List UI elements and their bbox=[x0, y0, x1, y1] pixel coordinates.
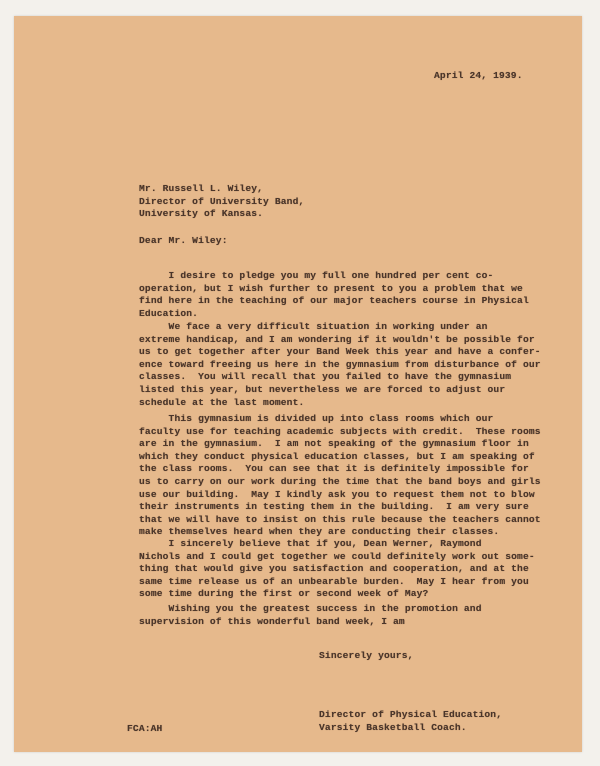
text-line: I desire to pledge you my full one hundred per cent co- bbox=[139, 270, 494, 281]
reference-initials: FCA:AH bbox=[127, 723, 163, 734]
text-line: I sincerely believe that if you, Dean Werner, Raymond bbox=[139, 538, 482, 549]
text-line: We face a very difficult situation in working under an bbox=[139, 321, 488, 332]
paragraph-4 bbox=[139, 538, 535, 601]
text-line: the class rooms. You can see that it is definitely impossible for bbox=[139, 463, 529, 475]
recipient-address bbox=[139, 183, 304, 221]
text-line: are in the gymnasium. I am not speaking of the gymnasium floor in bbox=[139, 438, 529, 450]
text-line: some time during the first or second week of May? bbox=[139, 588, 429, 600]
text-line: listed this year, but nevertheless we are forced to adjust our bbox=[139, 383, 506, 395]
text-line: schedule at the last moment. bbox=[139, 396, 305, 408]
text-line: use our building. May I kindly ask you to request them not to blow bbox=[139, 488, 535, 500]
text-line: operation, but I wish further to present to you a problem that we bbox=[139, 282, 523, 294]
text-line: make themselves heard when they are conducting their classes. bbox=[139, 526, 500, 538]
paragraph-2 bbox=[139, 321, 541, 409]
text-line: Education. bbox=[139, 307, 199, 319]
text-line: that we will have to insist on this rule because the teachers cannot bbox=[139, 513, 541, 525]
letter-date: April 24, 1939. bbox=[434, 70, 523, 81]
signature-title: Director of Physical Education, bbox=[319, 709, 503, 720]
text-line: same time release us of an unbearable burden. May I hear from you bbox=[139, 575, 529, 587]
recipient-line: University of Kansas. bbox=[139, 208, 264, 220]
text-line: faculty use for teaching academic subjects with credit. These rooms bbox=[139, 425, 541, 437]
signature-title: Varsity Basketball Coach. bbox=[319, 721, 467, 733]
signature-block bbox=[319, 709, 502, 734]
paragraph-1 bbox=[139, 270, 529, 320]
text-line: supervision of this wonderful band week, I am bbox=[139, 615, 405, 627]
salutation: Dear Mr. Wiley: bbox=[139, 235, 228, 246]
text-line: which they conduct physical education classes, but I am speaking of bbox=[139, 450, 535, 462]
text-line: us to carry on our work during the time that the band boys and girls bbox=[139, 475, 541, 487]
text-line: find here in the teaching of our major teachers course in Physical bbox=[139, 295, 529, 307]
text-line: This gymnasium is divided up into class rooms which our bbox=[139, 413, 494, 424]
text-line: classes. You will recall that you failed to have the gymnasium bbox=[139, 371, 512, 383]
text-line: their instruments in testing them in the building. I am very sure bbox=[139, 501, 529, 513]
recipient-line: Director of University Band, bbox=[139, 195, 305, 207]
paragraph-5 bbox=[139, 603, 482, 628]
text-line: extreme handicap, and I am wondering if it wouldn't be possible for bbox=[139, 333, 535, 345]
text-line: Wishing you the greatest success in the promotion and bbox=[139, 603, 482, 614]
text-line: ence toward freeing us here in the gymnasium from disturbance of our bbox=[139, 358, 541, 370]
recipient-line: Mr. Russell L. Wiley, bbox=[139, 183, 264, 194]
text-line: Nichols and I could get together we could definitely work out some- bbox=[139, 550, 535, 562]
letter-page bbox=[14, 16, 582, 752]
text-line: us to get together after your Band Week this year and have a confer- bbox=[139, 346, 541, 358]
paragraph-3 bbox=[139, 413, 541, 539]
text-line: thing that would give you satisfaction and cooperation, and at the bbox=[139, 563, 529, 575]
complimentary-closing: Sincerely yours, bbox=[319, 650, 414, 661]
